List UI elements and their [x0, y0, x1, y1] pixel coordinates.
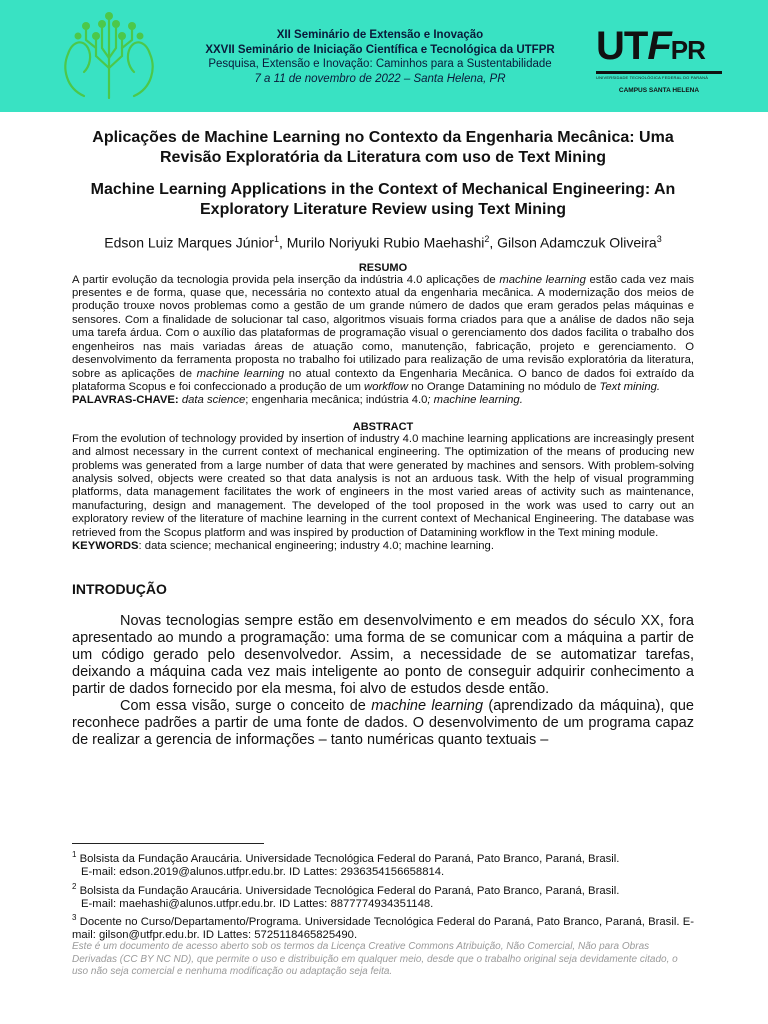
- utfpr-campus: CAMPUS SANTA HELENA: [618, 87, 700, 94]
- introducao-body: [72, 613, 694, 749]
- introducao-heading: INTRODUÇÃO: [72, 581, 167, 598]
- paper-title-portuguese: Aplicações de Machine Learning no Contexto da Engenharia Mecânica: Uma Revisão Exploratória da Literatura com uso de Text Mining: [92, 129, 674, 166]
- event-theme: Pesquisa, Extensão e Inovação: Caminhos para a Sustentabilidade: [208, 58, 552, 70]
- author-name: Edson Luiz Marques Júnior: [104, 234, 274, 251]
- palavras-chave: PALAVRAS-CHAVE: data science; engenharia mecânica; indústria 4.0; machine learning.: [72, 394, 523, 407]
- footnotes: [72, 848, 694, 943]
- utfpr-wordmark: UTFPR: [596, 24, 705, 68]
- author-name: Murilo Noriyuki Rubio Maehashi: [286, 234, 485, 251]
- author-list: Edson Luiz Marques Júnior$^1$, Murilo Noriyuki Rubio Maehashi$^2$, Gilson Adamczuk Oliveira$^3$: [104, 234, 662, 251]
- paper-content: [72, 128, 694, 749]
- author-footnote-mark: 3: [656, 234, 662, 244]
- keywords: KEYWORDS: data science; mechanical engineering; industry 4.0; machine learning.: [72, 539, 494, 552]
- abstract-body: From the evolution of technology provided by insertion of industry 4.0 machine learning applications are increasingly present and almost necessary in the current context of mechanical engineering. The optimization of the means of producing new problems was generated from a large number of data that were generated by machines and sensors. With problem-solving analysis solved, objects were created so that data analysis is not an arduous task. With the help of visual programming platforms, data management facilitates the work of engineers in the most varied areas of activity such as maintenance, manufacturing, design and management. The developed of the tool proposed in the work was used to carry out an exploratory review of the literature of machine learning in the current context of Mechanical Engineering. The database was retrieved from the Scopus platform and was inspired by production of Datamining workflow in the Text mining module. KEYWORDS: data science; mechanical engineering; industry 4.0; machine learning.: [72, 432, 694, 552]
- license-notice: Este é um documento de acesso aberto sob os termos da Licença Creative Commons Atribuição, Não Comercial, Não para Obras Derivadas (CC BY NC ND), que permite o uso e distribuição em qualquer meio, desde que o trabalho original seja devidamente citado, o uso não seja comercial e nenhuma modificação ou adaptação seja feita.: [72, 941, 678, 977]
- footnote: $^3$ Docente no Curso/Departamento/Programa. Universidade Tecnológica Federal do Paraná, Pato Branco, Paraná, Brasil. E-mail: gilson@utfpr.edu.br. ID Lattes: 5725118465825490.: [72, 913, 695, 942]
- paragraph: Com essa visão, surge o conceito de machine learning (aprendizado da máquina), que reconhece padrões a partir de uma fonte de dados. O desenvolvimento de um programa capaz de realizar a gerencia de informações – tanto numéricas quanto textuais –: [72, 698, 694, 749]
- paragraph: Novas tecnologias sempre estão em desenvolvimento e em meados do século XX, fora apresentado ao mundo a programação: uma forma de se comunicar com a máquina a partir de um código gerado pelo desenvolvedor. Assim, a necessidade de se automatizar tarefas, deixando a máquina cada vez mais inteligente ao ponto de conseguir adquirir conhecimento a partir de dados fornecido por ela mesma, foi alvo de estudos desde então.: [72, 613, 694, 698]
- resumo-heading: RESUMO: [358, 261, 408, 274]
- utfpr-university-name: UNIVERSIDADE TECNOLÓGICA FEDERAL DO PARANÁ: [596, 75, 709, 80]
- event-dates-location: 7 a 11 de novembro de 2022 – Santa Helena, PR: [254, 72, 506, 85]
- author-footnote-mark: 2: [484, 234, 490, 244]
- event-header-banner: [0, 0, 768, 112]
- utfpr-underline: [596, 71, 722, 74]
- abstract-heading: ABSTRACT: [352, 420, 414, 433]
- author-footnote-mark: 1: [273, 234, 279, 244]
- utfpr-logo: [596, 26, 726, 92]
- footnote: $^2$ Bolsista da Fundação Araucária. Universidade Tecnológica Federal do Paraná, Pato Branco, Paraná, Brasil. E-mail: maehashi@alunos.utfpr.edu.br. ID Lattes: 8877774934351148.: [72, 881, 620, 910]
- circuit-tree-heads-logo: [54, 8, 164, 104]
- paper-title-english: Machine Learning Applications in the Context of Mechanical Engineering: An Exploratory Literature Review using Text Mining: [90, 181, 676, 218]
- resumo-body: A partir evolução da tecnologia provida pela inserção da indústria 4.0 aplicações de machine learning estão cada vez mais presentes e de forma, quase que, necessária no contexto atual da engenharia mecânica. A modernização dos meios de produção trouxe novos problemas como a gestão de um grande número de dados que eram gerados pelas máquinas e sensores. Com a finalidade de solucionar tal caso, algoritmos visuais forma criados para que a análise de dados não seja uma tarefa árdua. Com o auxílio das plataformas de programação visual o gerenciamento dos dados facilita o trabalho dos engenheiros nas mais variadas áreas de atuação como, manutenção, fabricação, projeto e gerenciamento. O desenvolvimento da ferramenta proposta no trabalho foi utilizado para realização de uma revisão exploratória da literatura, sobre as aplicações de machine learning no atual contexto da Engenharia Mecânica. O banco de dados foi extraído da plataforma Scopus e foi confeccionado a produção de um workflow no Orange Datamining no módulo de Text mining. PALAVRAS-CHAVE: data science; engenharia mecânica; indústria 4.0; machine learning.: [72, 273, 694, 407]
- footnote-separator: [72, 843, 264, 844]
- event-header-text: [168, 28, 592, 86]
- event-title-line1: XII Seminário de Extensão e Inovação: [276, 29, 484, 41]
- author-name: Gilson Adamczuk Oliveira: [497, 234, 657, 251]
- footnote: $^1$ Bolsista da Fundação Araucária. Universidade Tecnológica Federal do Paraná, Pato Branco, Paraná, Brasil. E-mail: edson.2019@alunos.utfpr.edu.br. ID Lattes: 2936354156658814.: [72, 850, 620, 879]
- event-title-line2: XXVII Seminário de Iniciação Científica e Tecnológica da UTFPR: [205, 43, 555, 56]
